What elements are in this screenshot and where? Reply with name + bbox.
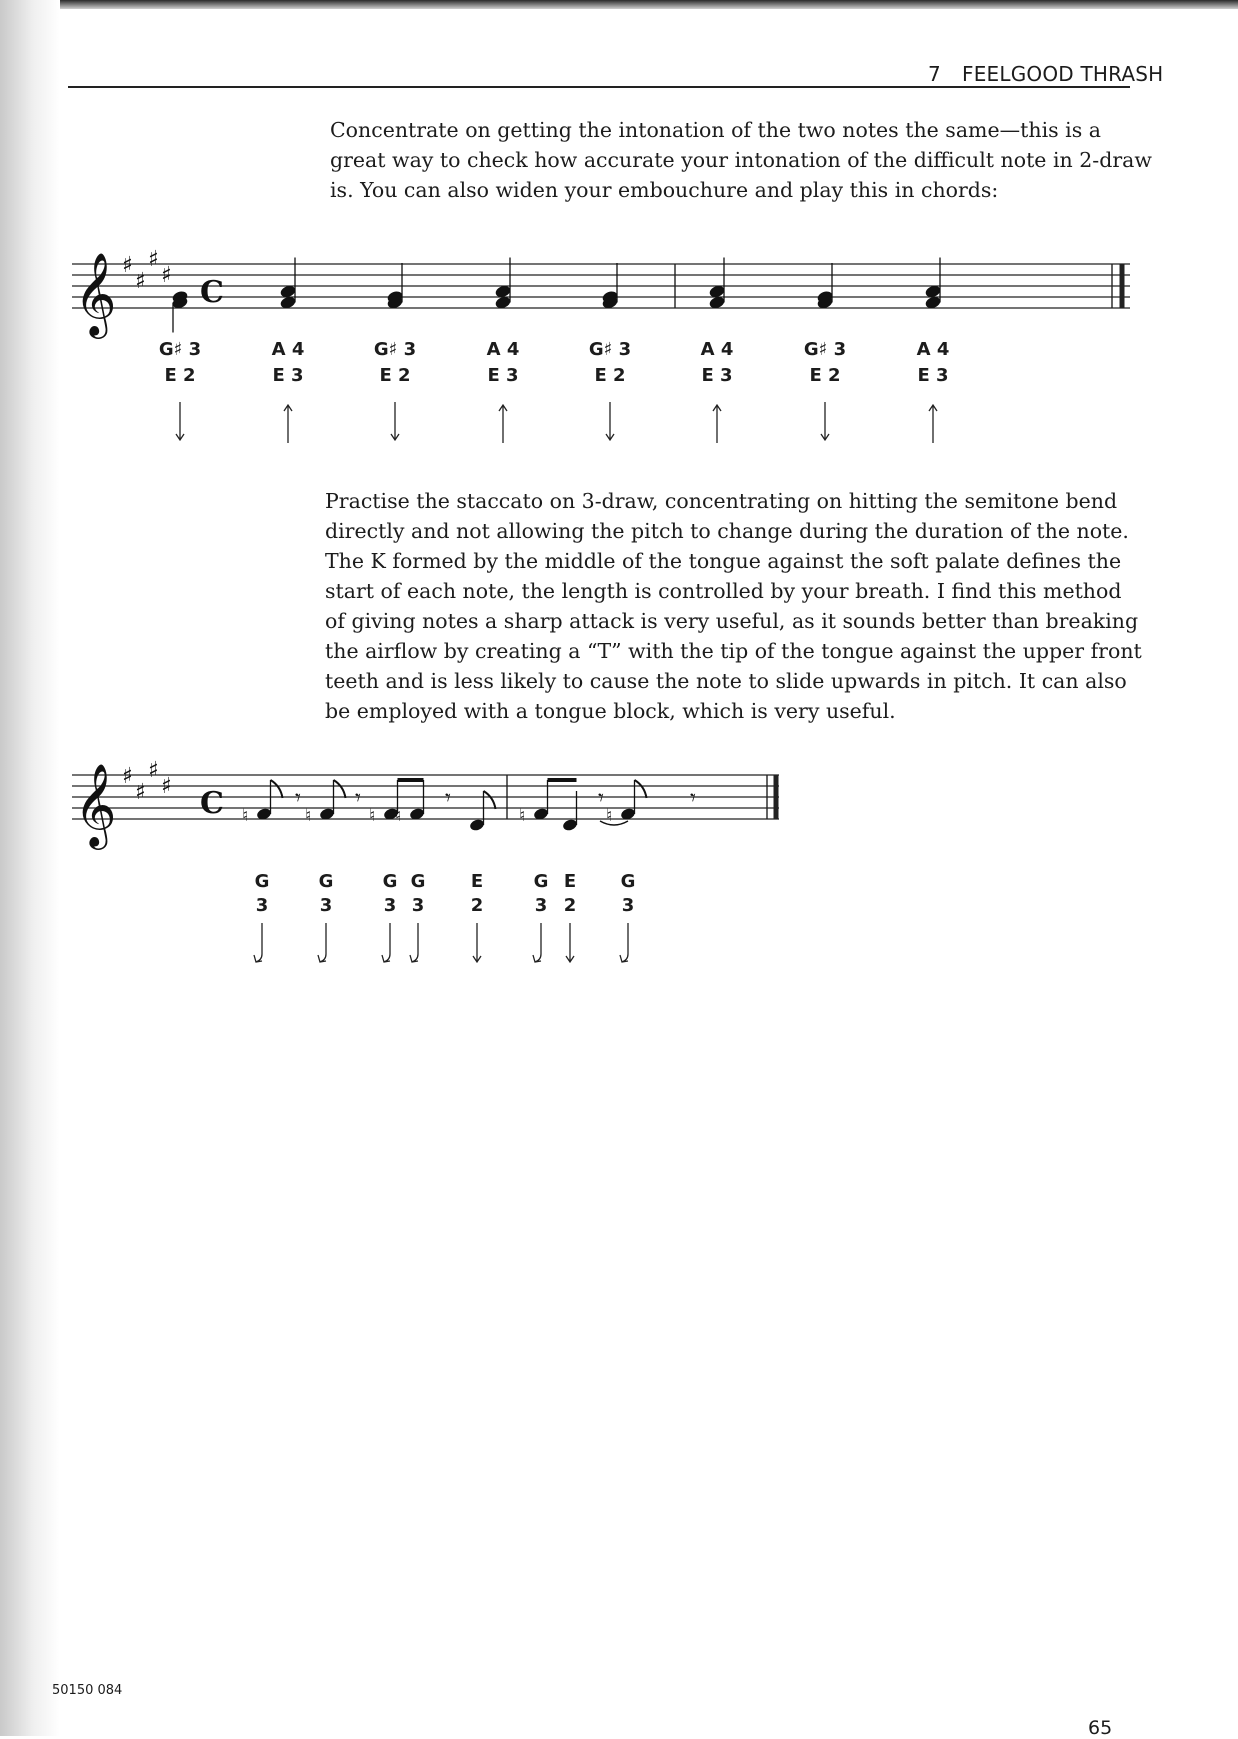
bend-arrow-icon xyxy=(254,923,262,962)
draw-arrow-icon xyxy=(391,402,399,440)
paragraph-line: is. You can also widen your embouchure and play this in chords: xyxy=(330,178,999,202)
draw-arrow-icon xyxy=(566,923,574,962)
natural-sign: ♮ xyxy=(606,806,613,826)
paragraph-line: directly and not allowing the pitch to change during the duration of the note. xyxy=(325,519,1129,543)
tab-hole-label: 2 xyxy=(470,895,484,916)
blow-arrow-icon xyxy=(713,405,721,443)
chord xyxy=(708,258,726,310)
natural-sign: ♮ xyxy=(369,806,376,826)
tab-note-label: G xyxy=(382,871,398,892)
svg-text:♯: ♯ xyxy=(135,780,146,805)
bend-arrow-icon xyxy=(382,923,390,962)
key-signature-sharps xyxy=(122,758,172,805)
paragraph-line: The K formed by the middle of the tongue against the soft palate defines the xyxy=(325,549,1122,573)
note-flag xyxy=(271,780,283,798)
chord-top-label: G♯ 3 xyxy=(803,339,847,360)
chord xyxy=(494,258,512,310)
bend-arrow-icon xyxy=(410,923,418,962)
treble-clef: 𝄞 xyxy=(74,251,117,335)
svg-text:♯: ♯ xyxy=(161,263,172,288)
tab-hole-label: 3 xyxy=(621,895,635,916)
chord-notes xyxy=(171,258,942,333)
paragraph-chords-intro xyxy=(330,115,1152,205)
tab-note-label: G xyxy=(318,871,334,892)
scan-top-shadow xyxy=(0,0,1238,9)
blow-arrow-icon xyxy=(284,405,292,443)
tab-note-label: G xyxy=(533,871,549,892)
header-rule xyxy=(68,86,1130,88)
tab-note-label: E xyxy=(470,871,484,892)
chord-top-label: G♯ 3 xyxy=(158,339,202,360)
chord-bottom-label: E 3 xyxy=(917,365,949,386)
tab-note-label: G xyxy=(254,871,270,892)
chord-top-label: A 4 xyxy=(486,339,520,360)
draw-arrow-icon xyxy=(821,402,829,440)
catalog-number: 50150 084 xyxy=(52,1683,123,1698)
tab-hole-label: 3 xyxy=(255,895,269,916)
blow-arrow-icon xyxy=(499,405,507,443)
paragraph-line: Practise the staccato on 3-draw, concentrating on hitting the semitone bend xyxy=(325,489,1118,513)
paragraph-line: be employed with a tongue block, which is very useful. xyxy=(325,699,896,723)
eighth-rest: 𝄾 xyxy=(355,786,361,811)
time-signature: C xyxy=(200,275,224,310)
svg-text:♯: ♯ xyxy=(148,758,159,783)
natural-sign: ♮ xyxy=(519,806,526,826)
chord-bottom-label: E 3 xyxy=(487,365,519,386)
draw-arrow-icon xyxy=(606,402,614,440)
chord-top-label: G♯ 3 xyxy=(588,339,632,360)
chord-tab-labels xyxy=(159,339,950,443)
staccato-tab-labels xyxy=(254,871,635,962)
natural-sign: ♮ xyxy=(242,806,249,826)
paragraph-staccato xyxy=(325,486,1142,726)
natural-sign: ♮ xyxy=(395,806,402,826)
svg-text:♯: ♯ xyxy=(122,764,133,789)
staccato-notes xyxy=(242,780,696,832)
note-flag xyxy=(334,780,346,798)
treble-clef: 𝄞 xyxy=(74,762,117,846)
paragraph-line: teeth and is less likely to cause the note to slide upwards in pitch. It can also xyxy=(325,669,1127,693)
eighth-rest: 𝄾 xyxy=(690,786,696,811)
note-flag xyxy=(484,791,496,809)
chord-bottom-label: E 2 xyxy=(164,365,196,386)
svg-text:♯: ♯ xyxy=(161,774,172,799)
tab-note-label: G xyxy=(620,871,636,892)
tab-hole-label: 3 xyxy=(534,895,548,916)
note-flag xyxy=(635,780,647,798)
eighth-rest: 𝄾 xyxy=(445,786,451,811)
paragraph-line: of giving notes a sharp attack is very useful, as it sounds better than breaking xyxy=(325,609,1139,633)
chord xyxy=(924,258,942,310)
chapter-title: FEELGOOD THRASH xyxy=(962,62,1164,86)
paragraph-line: start of each note, the length is controlled by your breath. I find this method xyxy=(325,579,1122,603)
svg-text:♯: ♯ xyxy=(135,269,146,294)
scan-spine-shadow xyxy=(0,0,60,1736)
chord-top-label: A 4 xyxy=(271,339,305,360)
bend-arrow-icon xyxy=(620,923,628,962)
svg-text:♯: ♯ xyxy=(148,247,159,272)
draw-arrow-icon xyxy=(176,402,184,440)
paragraph-line: the airflow by creating a “T” with the tip of the tongue against the upper front xyxy=(325,639,1142,663)
bend-arrow-icon xyxy=(318,923,326,962)
chord-bottom-label: E 2 xyxy=(809,365,841,386)
chord-bottom-label: E 3 xyxy=(701,365,733,386)
chord-top-label: A 4 xyxy=(700,339,734,360)
tab-hole-label: 3 xyxy=(319,895,333,916)
tab-note-label: E xyxy=(563,871,577,892)
tab-hole-label: 3 xyxy=(411,895,425,916)
bend-arrow-icon xyxy=(533,923,541,962)
chapter-number: 7 xyxy=(928,62,941,86)
natural-sign: ♮ xyxy=(305,806,312,826)
blow-arrow-icon xyxy=(929,405,937,443)
music-example-chords xyxy=(72,240,1152,455)
staff-lines xyxy=(72,775,779,819)
chord-bottom-label: E 3 xyxy=(272,365,304,386)
chord-bottom-label: E 2 xyxy=(379,365,411,386)
music-example-staccato xyxy=(52,755,812,970)
time-signature: C xyxy=(200,786,224,821)
svg-text:♯: ♯ xyxy=(122,253,133,278)
tie xyxy=(600,821,628,825)
eighth-rest: 𝄾 xyxy=(598,786,604,811)
chord xyxy=(171,290,189,333)
draw-arrow-icon xyxy=(473,923,481,962)
note-head xyxy=(562,818,579,832)
staff-lines xyxy=(72,264,1130,308)
tab-hole-label: 2 xyxy=(563,895,577,916)
chord xyxy=(279,258,297,310)
paragraph-line: Concentrate on getting the intonation of the two notes the same—this is a xyxy=(330,118,1101,142)
note-head xyxy=(469,818,486,832)
tab-note-label: G xyxy=(410,871,426,892)
chord-bottom-label: E 2 xyxy=(594,365,626,386)
key-signature-sharps xyxy=(122,247,172,294)
chord-top-label: G♯ 3 xyxy=(373,339,417,360)
eighth-rest: 𝄾 xyxy=(295,786,301,811)
paragraph-line: great way to check how accurate your intonation of the difficult note in 2-draw xyxy=(330,148,1152,172)
tab-hole-label: 3 xyxy=(383,895,397,916)
page-number: 65 xyxy=(1088,1717,1113,1739)
chord-top-label: A 4 xyxy=(916,339,950,360)
